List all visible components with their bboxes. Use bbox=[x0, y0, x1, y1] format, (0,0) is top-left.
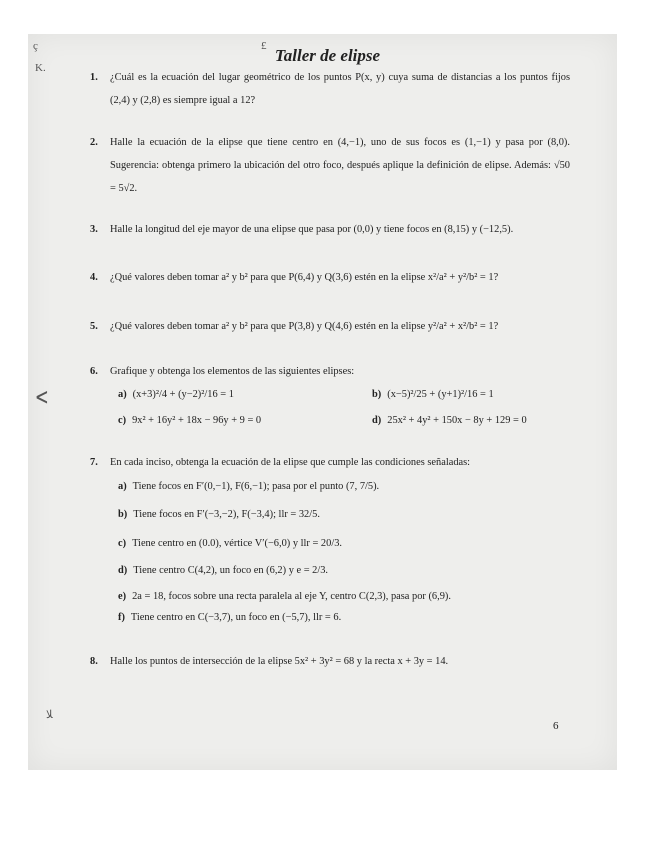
item-label: c) bbox=[118, 415, 127, 426]
problem-text: Grafique y obtenga los elementos de las siguientes elipses: bbox=[110, 366, 355, 377]
problem-text: En cada inciso, obtenga la ecuación de la elipse que cumple las condiciones señaladas: bbox=[110, 457, 471, 468]
item-text: Tiene centro en C(−3,7), un foco en (−5,7), llr = 6. bbox=[130, 612, 342, 623]
page-number: 6 bbox=[553, 720, 559, 732]
problem-number: 4. bbox=[90, 272, 98, 283]
item-label: f) bbox=[118, 612, 125, 623]
item-label: d) bbox=[372, 415, 382, 426]
item-text: Tiene focos en F′(−3,−2), F(−3,4); llr = 32/5. bbox=[133, 509, 320, 520]
item-equation: 25x² + 4y² + 150x − 8y + 129 = 0 bbox=[387, 415, 527, 426]
item-label: a) bbox=[118, 481, 127, 492]
problem-number: 6. bbox=[90, 366, 98, 377]
item-text: Tiene centro C(4,2), un foco en (6,2) y e = 2/3. bbox=[133, 565, 329, 576]
problem-6 bbox=[90, 360, 570, 383]
problem-number: 7. bbox=[90, 457, 98, 468]
item-text: Tiene focos en F′(0,−1), F(6,−1); pasa por el punto (7, 7/5). bbox=[132, 481, 380, 492]
p7-item-a bbox=[118, 479, 379, 495]
p7-item-e bbox=[118, 589, 451, 605]
item-text: 2a = 18, focos sobre una recta paralela al eje Y, centro C(2,3), pasa por (6,9). bbox=[132, 591, 451, 602]
problem-number: 8. bbox=[90, 656, 98, 667]
problem-4 bbox=[90, 266, 570, 289]
problem-text: Halle la ecuación de la elipse que tiene centro en (4,−1), uno de sus focos es (1,−1) y pasa por (8,0). Sugerencia: obtenga primero la ubicación del otro foco, después aplique la definición de elipse. Además: √50 = 5√2. bbox=[110, 137, 570, 194]
item-label: e) bbox=[118, 591, 127, 602]
margin-mark: ᐸ bbox=[36, 390, 48, 407]
problem-1 bbox=[90, 66, 570, 112]
item-label: c) bbox=[118, 538, 127, 549]
problem-text: ¿Cuál es la ecuación del lugar geométrico de los puntos P(x, y) cuya suma de distancias a los puntos fijos (2,4) y (2,8) es siempre igual a 12? bbox=[110, 72, 570, 106]
problem-text: ¿Qué valores deben tomar a² y b² para que P(3,8) y Q(4,6) estén en la elipse y²/a² + x²/b² = 1? bbox=[110, 321, 499, 332]
problem-number: 2. bbox=[90, 137, 98, 148]
problem-text: Halle la longitud del eje mayor de una elipse que pasa por (0,0) y tiene focos en (8,15) y (−12,5). bbox=[110, 224, 514, 235]
problem-number: 3. bbox=[90, 224, 98, 235]
item-label: b) bbox=[118, 509, 128, 520]
p6-item-d bbox=[372, 413, 527, 429]
item-label: b) bbox=[372, 389, 382, 400]
item-equation: 9x² + 16y² + 18x − 96y + 9 = 0 bbox=[132, 415, 262, 426]
problem-3 bbox=[90, 218, 570, 241]
problem-2 bbox=[90, 131, 570, 200]
p7-item-c bbox=[118, 536, 342, 552]
margin-mark: ç bbox=[33, 40, 38, 52]
p7-item-b bbox=[118, 507, 320, 523]
p7-item-d bbox=[118, 563, 328, 579]
problem-7 bbox=[90, 451, 570, 474]
problem-5 bbox=[90, 315, 570, 338]
item-equation: (x+3)²/4 + (y−2)²/16 = 1 bbox=[132, 389, 234, 400]
item-label: a) bbox=[118, 389, 127, 400]
p7-item-f bbox=[118, 610, 341, 626]
p6-item-c bbox=[118, 413, 261, 429]
margin-mark: £ bbox=[261, 40, 267, 52]
problem-text: ¿Qué valores deben tomar a² y b² para que P(6,4) y Q(3,6) estén en la elipse x²/a² + y²/b² = 1? bbox=[110, 272, 499, 283]
problem-number: 5. bbox=[90, 321, 98, 332]
p6-item-a bbox=[118, 387, 234, 403]
problem-8 bbox=[90, 650, 570, 673]
item-equation: (x−5)²/25 + (y+1)²/16 = 1 bbox=[387, 389, 494, 400]
problem-text: Halle los puntos de intersección de la elipse 5x² + 3y² = 68 y la recta x + 3y = 14. bbox=[110, 656, 449, 667]
item-text: Tiene centro en (0.0), vértice V′(−6,0) y llr = 20/3. bbox=[132, 538, 343, 549]
page-title: Taller de elipse bbox=[274, 46, 381, 65]
p6-item-b bbox=[372, 387, 494, 403]
margin-mark: K. bbox=[35, 62, 46, 74]
problem-number: 1. bbox=[90, 72, 98, 83]
margin-mark: ﻼ bbox=[46, 709, 53, 721]
item-label: d) bbox=[118, 565, 128, 576]
